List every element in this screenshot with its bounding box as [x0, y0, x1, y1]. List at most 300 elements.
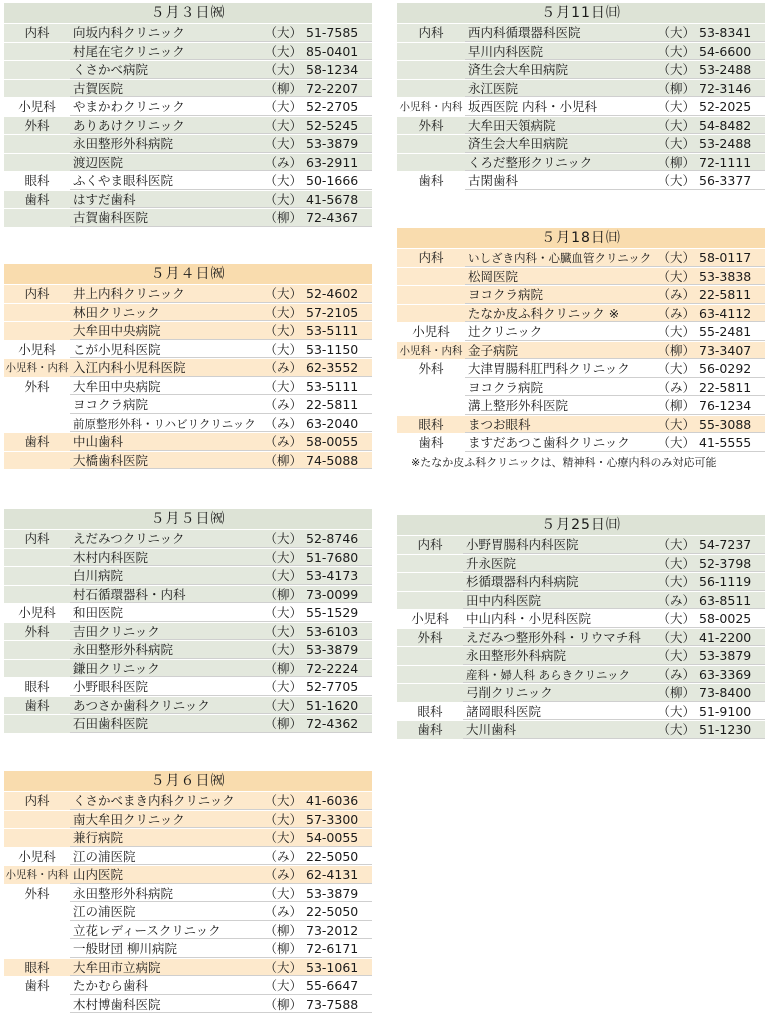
- area-code: （大）: [264, 117, 302, 133]
- table-row: [397, 60, 765, 79]
- table-row: [4, 566, 372, 585]
- table-row: [4, 677, 372, 696]
- table-row: [397, 134, 765, 153]
- table-row: [4, 810, 372, 829]
- phone-number: 52-2025: [699, 99, 752, 114]
- table-row: [397, 720, 765, 739]
- phone-number: 63-2040: [306, 415, 359, 431]
- area-code: （大）: [657, 136, 695, 151]
- phone-number: 62-4131: [306, 867, 359, 882]
- department-label: 歯科: [4, 433, 70, 451]
- area-code: （大）: [264, 885, 302, 901]
- department-label: [4, 903, 70, 921]
- area-code: （大）: [264, 623, 302, 639]
- table-row: [397, 433, 765, 452]
- hospital-name: いしざき内科・心臓血管クリニック: [468, 251, 652, 265]
- table-row: [4, 23, 372, 42]
- department-label: 外科: [397, 360, 465, 378]
- hospital-name: 村石循環器科・内科: [73, 586, 186, 602]
- hospital-name: やまかわクリニック: [73, 99, 185, 114]
- department-label: 内科: [4, 24, 70, 42]
- hospital-name: ありあけクリニック: [73, 117, 185, 133]
- table-row: [397, 248, 765, 267]
- hospital-name: 江の浦医院: [73, 904, 136, 919]
- phone-number: 53-3879: [306, 642, 359, 657]
- department-label: 外科: [397, 117, 465, 135]
- hospital-name: 大橋歯科医院: [73, 452, 149, 468]
- table-row: [397, 415, 765, 434]
- hospital-name: 木村内科医院: [73, 549, 149, 565]
- table-row: [397, 23, 765, 42]
- hospital-name: 木村博歯科医院: [73, 996, 161, 1012]
- hospital-name: くろだ整形クリニック: [468, 154, 593, 170]
- table-row: [4, 640, 372, 659]
- table-row: [4, 116, 372, 135]
- hospital-name: 村尾在宅クリニック: [73, 43, 185, 59]
- hospital-name: はすだ歯科: [73, 191, 136, 207]
- phone-number: 72-4362: [306, 716, 359, 731]
- hospital-name: まつお眼科: [468, 416, 531, 432]
- table-row: [4, 884, 372, 903]
- phone-number: 72-2207: [306, 80, 359, 96]
- table-row: [4, 791, 372, 810]
- phone-number: 85-0401: [306, 43, 359, 59]
- hospital-name: ヨコクラ病院: [73, 397, 149, 412]
- area-code: （大）: [264, 341, 302, 357]
- phone-number: 74-5088: [306, 452, 359, 468]
- area-code: （大）: [264, 136, 302, 151]
- area-code: （大）: [657, 703, 695, 719]
- table-row: [397, 359, 765, 378]
- hospital-name: 永田整形外科病院: [73, 885, 174, 901]
- phone-number: 52-5245: [306, 117, 359, 133]
- table-row: [397, 628, 765, 647]
- phone-number: 54-6600: [699, 43, 752, 59]
- hospital-name: 大牟田中央病院: [73, 323, 161, 338]
- department-label: 眼科: [4, 678, 70, 696]
- hospital-name: 大川歯科: [466, 722, 517, 737]
- area-code: （柳）: [264, 996, 302, 1012]
- table-row: [397, 97, 765, 116]
- department-label: [397, 286, 465, 304]
- table-row: [397, 79, 765, 98]
- area-code: （大）: [264, 173, 302, 188]
- department-label: 小児科: [4, 848, 70, 866]
- date-header: ５月６日㈷: [4, 771, 372, 791]
- table-row: [397, 116, 765, 135]
- department-label: 外科: [4, 885, 70, 903]
- table-row: [4, 358, 372, 377]
- area-code: （み）: [657, 287, 695, 302]
- department-label: 歯科: [397, 434, 465, 452]
- department-label: [4, 322, 70, 340]
- table-row: [4, 97, 372, 116]
- hospital-name: えだみつ整形外科・リウマチ科: [466, 629, 641, 645]
- hospital-name: 済生会大牟田病院: [468, 62, 569, 77]
- table-row: [397, 702, 765, 721]
- table-row: [397, 322, 765, 341]
- department-label: [4, 567, 70, 585]
- hospital-name: 古賀医院: [73, 80, 124, 96]
- hospital-name: 大牟田中央病院: [73, 378, 161, 394]
- table-row: [4, 976, 372, 995]
- phone-number: 41-2200: [699, 629, 752, 645]
- hospital-name: くさかべまき内科クリニック: [73, 793, 235, 808]
- department-label: [397, 61, 465, 79]
- table-row: [4, 303, 372, 322]
- department-label: 内科: [4, 792, 70, 810]
- area-code: （柳）: [657, 154, 695, 170]
- phone-number: 51-1620: [306, 697, 359, 713]
- area-code: （み）: [657, 666, 695, 682]
- department-label: [4, 586, 70, 604]
- table-row: [4, 134, 372, 153]
- department-label: [4, 304, 70, 322]
- table-row: [397, 341, 765, 360]
- table-row: [397, 304, 765, 323]
- phone-number: 41-5555: [699, 435, 752, 450]
- table-row: [4, 995, 372, 1014]
- department-label: [397, 592, 463, 610]
- table-row: [4, 60, 372, 79]
- phone-number: 22-5050: [306, 848, 359, 864]
- table-row: [4, 284, 372, 303]
- department-label: [4, 135, 70, 153]
- phone-number: 73-2012: [306, 922, 359, 938]
- department-label: 外科: [4, 378, 70, 396]
- table-row: [4, 414, 372, 433]
- hospital-name: 永田整形外科病院: [73, 642, 174, 657]
- department-label: [4, 209, 70, 227]
- area-code: （柳）: [264, 80, 302, 96]
- area-code: （大）: [264, 697, 302, 713]
- department-label: 内科: [397, 536, 463, 554]
- department-label: [397, 154, 465, 172]
- department-label: 小児科・内科: [4, 866, 70, 884]
- hospital-name: 江の浦医院: [73, 848, 136, 864]
- phone-number: 56-3377: [699, 173, 752, 188]
- table-row: [397, 267, 765, 286]
- area-code: （大）: [657, 99, 695, 114]
- area-code: （柳）: [657, 80, 695, 96]
- table-row: [4, 659, 372, 678]
- schedule-may11: [397, 3, 765, 190]
- department-label: 小児科: [397, 323, 465, 341]
- table-row: [397, 591, 765, 610]
- department-label: 小児科: [4, 604, 70, 622]
- hospital-name: ヨコクラ病院: [468, 379, 544, 395]
- phone-number: 52-8746: [306, 531, 359, 546]
- area-code: （柳）: [264, 716, 302, 731]
- area-code: （大）: [264, 811, 302, 827]
- hospital-name: 辻クリニック: [468, 324, 543, 339]
- area-code: （み）: [657, 592, 695, 608]
- table-row: [397, 665, 765, 684]
- phone-number: 54-8482: [699, 117, 752, 133]
- phone-number: 52-3798: [699, 555, 752, 571]
- phone-number: 56-0292: [699, 361, 752, 376]
- phone-number: 55-2481: [699, 324, 752, 339]
- table-row: [4, 847, 372, 866]
- date-header: ５月25日㈰: [397, 515, 765, 535]
- department-label: [4, 415, 70, 433]
- department-label: 歯科: [4, 977, 70, 995]
- hospital-name: えだみつクリニック: [73, 531, 185, 546]
- hospital-name: 田中内科医院: [466, 592, 542, 608]
- area-code: （大）: [657, 629, 695, 645]
- department-label: 小児科・内科: [4, 359, 70, 377]
- area-code: （大）: [657, 324, 695, 339]
- department-label: [4, 715, 70, 733]
- table-row: [4, 958, 372, 977]
- area-code: （み）: [264, 848, 302, 864]
- phone-number: 53-1061: [306, 959, 359, 975]
- hospital-name: 済生会大牟田病院: [468, 136, 569, 151]
- hospital-name: たなか皮ふ科クリニック ※: [468, 305, 620, 321]
- hospital-name: 前原整形外科・リハビリクリニック: [73, 416, 256, 431]
- table-row: [4, 395, 372, 414]
- phone-number: 55-3088: [699, 416, 752, 432]
- phone-number: 63-3369: [699, 666, 752, 682]
- hospital-name: 小野眼科医院: [73, 679, 149, 694]
- area-code: （柳）: [264, 452, 302, 468]
- phone-number: 22-5811: [306, 397, 359, 412]
- area-code: （柳）: [264, 586, 302, 602]
- department-label: [4, 996, 70, 1014]
- hospital-name: たかむら歯科: [73, 978, 149, 993]
- phone-number: 52-4602: [306, 286, 359, 301]
- department-label: 内科: [4, 530, 70, 548]
- table-row: [4, 714, 372, 733]
- hospital-name: ますだあつこ歯科クリニック: [468, 435, 630, 450]
- department-label: 小児科: [4, 341, 70, 359]
- area-code: （大）: [264, 793, 302, 808]
- table-row: [4, 921, 372, 940]
- area-code: （み）: [264, 360, 302, 375]
- phone-number: 57-3300: [306, 811, 359, 827]
- area-code: （み）: [264, 434, 302, 449]
- hospital-name: 諸岡眼科医院: [466, 703, 542, 719]
- phone-number: 53-4173: [306, 568, 359, 583]
- hospital-name: 升永医院: [466, 555, 517, 571]
- hospital-name: 南大牟田クリニック: [73, 811, 185, 827]
- hospital-name: 金子病院: [468, 342, 519, 358]
- department-label: [4, 922, 70, 940]
- area-code: （み）: [657, 379, 695, 395]
- hospital-name: 西内科循環器科医院: [468, 25, 581, 40]
- department-label: 歯科: [397, 172, 465, 190]
- phone-number: 53-3838: [699, 268, 752, 284]
- table-row: [4, 828, 372, 847]
- area-code: （み）: [264, 154, 302, 170]
- area-code: （大）: [264, 642, 302, 657]
- table-row: [397, 396, 765, 415]
- area-code: （柳）: [264, 660, 302, 676]
- hospital-name: 永田整形外科病院: [73, 136, 174, 151]
- department-label: 外科: [4, 117, 70, 135]
- schedule-may25: [397, 515, 765, 739]
- department-label: [4, 811, 70, 829]
- table-row: [397, 285, 765, 304]
- phone-number: 54-0055: [306, 830, 359, 845]
- date-header: ５月３日㈷: [4, 3, 372, 23]
- department-label: 眼科: [397, 416, 465, 434]
- table-row: [4, 451, 372, 470]
- phone-number: 63-4112: [699, 305, 752, 321]
- department-label: [397, 684, 463, 702]
- area-code: （大）: [657, 435, 695, 450]
- hospital-name: 一般財団 柳川病院: [73, 941, 177, 956]
- schedule-may5: [4, 509, 372, 733]
- area-code: （柳）: [657, 342, 695, 358]
- phone-number: 51-1230: [699, 722, 752, 737]
- area-code: （大）: [264, 286, 302, 301]
- table-row: [4, 321, 372, 340]
- hospital-name: 山内医院: [73, 867, 124, 882]
- hospital-name: 和田医院: [73, 605, 124, 620]
- area-code: （大）: [657, 416, 695, 432]
- phone-number: 41-5678: [306, 191, 359, 207]
- phone-number: 51-9100: [699, 703, 752, 719]
- table-row: [4, 548, 372, 567]
- area-code: （大）: [657, 555, 695, 571]
- area-code: （み）: [264, 867, 302, 882]
- area-code: （大）: [264, 959, 302, 975]
- area-code: （み）: [657, 305, 695, 321]
- hospital-name: 兼行病院: [73, 830, 124, 845]
- table-row: [397, 646, 765, 665]
- phone-number: 53-2488: [699, 62, 752, 77]
- hospital-name: 林田クリニック: [73, 304, 160, 320]
- area-code: （大）: [264, 531, 302, 546]
- table-row: [397, 171, 765, 190]
- table-row: [4, 865, 372, 884]
- phone-number: 72-1111: [699, 154, 752, 170]
- hospital-name: 大牟田市立病院: [73, 959, 161, 975]
- department-label: [4, 80, 70, 98]
- area-code: （大）: [657, 43, 695, 59]
- table-row: [397, 42, 765, 61]
- department-label: 眼科: [4, 172, 70, 190]
- area-code: （大）: [264, 978, 302, 993]
- area-code: （大）: [657, 361, 695, 376]
- department-label: [397, 80, 465, 98]
- phone-number: 51-7585: [306, 25, 359, 40]
- hospital-name: 入江内科小児科医院: [73, 360, 186, 375]
- hospital-name: 渡辺医院: [73, 154, 124, 170]
- department-label: [4, 61, 70, 79]
- area-code: （大）: [657, 537, 695, 552]
- department-label: [4, 641, 70, 659]
- schedule-may4: [4, 264, 372, 469]
- department-label: [397, 379, 465, 397]
- area-code: （大）: [264, 25, 302, 40]
- department-label: [4, 43, 70, 61]
- phone-number: 58-0055: [306, 434, 359, 449]
- table-row: [4, 902, 372, 921]
- phone-number: 51-7680: [306, 549, 359, 565]
- hospital-name: こが小児科医院: [73, 341, 161, 357]
- table-row: [397, 683, 765, 702]
- phone-number: 53-8341: [699, 25, 752, 40]
- department-label: 歯科: [4, 697, 70, 715]
- date-header: ５月18日㈰: [397, 228, 765, 248]
- table-row: [397, 378, 765, 397]
- hospital-name: 大牟田天領病院: [468, 117, 556, 133]
- phone-number: 63-8511: [699, 592, 752, 608]
- phone-number: 53-6103: [306, 623, 359, 639]
- phone-number: 72-4367: [306, 210, 359, 225]
- department-label: 歯科: [397, 721, 463, 739]
- schedule-may18: [397, 228, 765, 471]
- area-code: （大）: [657, 173, 695, 188]
- department-label: 外科: [397, 629, 463, 647]
- phone-number: 55-1529: [306, 605, 359, 620]
- phone-number: 63-2911: [306, 154, 359, 170]
- phone-number: 73-0099: [306, 586, 359, 602]
- department-label: 内科: [4, 285, 70, 303]
- hospital-name: 弓削クリニック: [466, 685, 553, 700]
- phone-number: 52-7705: [306, 679, 359, 694]
- department-label: 内科: [397, 249, 465, 267]
- department-label: [397, 268, 465, 286]
- hospital-name: 産科・婦人科 あらきクリニック: [466, 667, 630, 682]
- department-label: [397, 555, 463, 573]
- table-row: [4, 585, 372, 604]
- hospital-name: 坂西医院 内科・小児科: [468, 99, 597, 114]
- phone-number: 73-7588: [306, 996, 359, 1012]
- table-row: [4, 622, 372, 641]
- phone-number: 50-1666: [306, 173, 359, 188]
- phone-number: 22-5811: [699, 379, 752, 395]
- department-label: [4, 396, 70, 414]
- phone-number: 52-2705: [306, 99, 359, 114]
- phone-number: 73-8400: [699, 685, 752, 700]
- hospital-name: 松岡医院: [468, 268, 519, 284]
- phone-number: 72-3146: [699, 80, 752, 96]
- table-row: [4, 171, 372, 190]
- department-label: [4, 940, 70, 958]
- hospital-name: 立花レディースクリニック: [73, 922, 221, 938]
- hospital-name: 杉循環器科内科病院: [466, 574, 579, 589]
- area-code: （み）: [264, 415, 302, 431]
- table-row: [4, 153, 372, 172]
- hospital-name: 永田整形外科病院: [466, 648, 567, 663]
- phone-number: 62-3552: [306, 360, 359, 375]
- phone-number: 56-1119: [699, 574, 752, 589]
- phone-number: 72-2224: [306, 660, 359, 676]
- hospital-name: 吉田クリニック: [73, 623, 160, 639]
- department-label: [4, 660, 70, 678]
- phone-number: 41-6036: [306, 793, 359, 808]
- table-row: [4, 529, 372, 548]
- table-row: [397, 609, 765, 628]
- area-code: （柳）: [264, 922, 302, 938]
- table-row: [397, 572, 765, 591]
- department-label: 小児科: [397, 610, 463, 628]
- area-code: （大）: [264, 304, 302, 320]
- phone-number: 76-1234: [699, 398, 752, 413]
- footnote: ※たなか皮ふ科クリニックは、精神科・心療内科のみ対応可能: [411, 455, 717, 469]
- date-header: ５月５日㈷: [4, 509, 372, 529]
- phone-number: 53-3879: [699, 648, 752, 663]
- phone-number: 55-6647: [306, 978, 359, 993]
- department-label: [397, 573, 463, 591]
- hospital-name: 白川病院: [73, 568, 124, 583]
- phone-number: 22-5811: [699, 287, 752, 302]
- hospital-name: 古閑歯科: [468, 173, 519, 188]
- area-code: （み）: [264, 397, 302, 412]
